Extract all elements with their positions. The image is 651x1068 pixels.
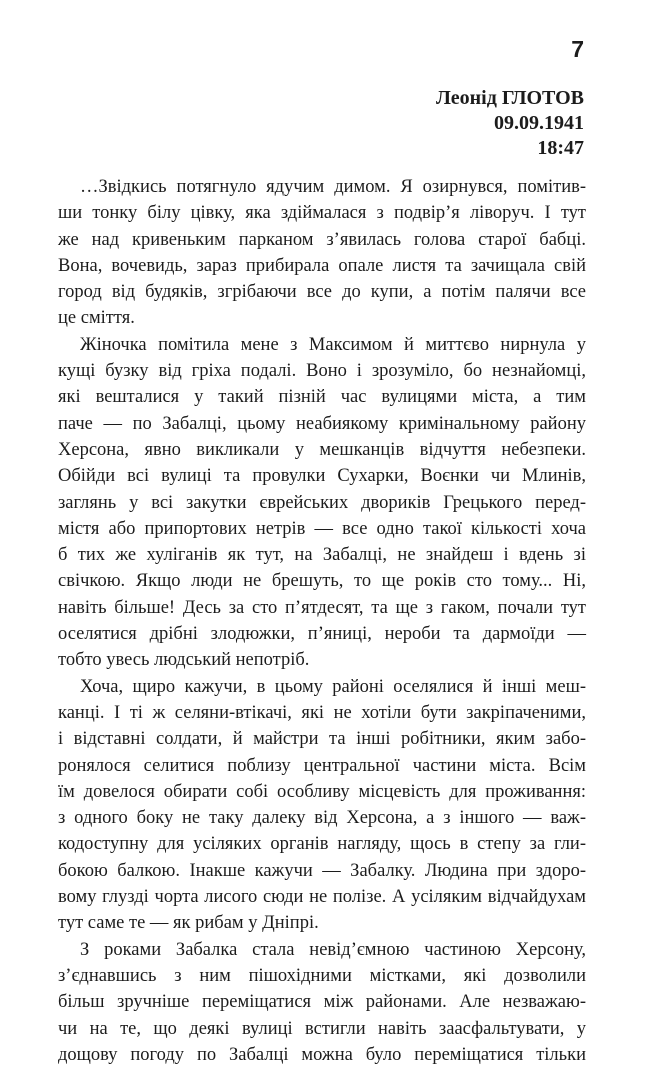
paragraph <box>58 937 586 1068</box>
text-line: б тих же хуліганів як тут, на Забалці, не знайдеш і вдень зі <box>58 545 586 566</box>
text-line: кодоступну для усіляких органів нагляду, щось в степу за гли- <box>58 834 586 855</box>
text-line: заглянь у всі закутки єврейських двориків Грецького перед- <box>58 492 586 513</box>
text-line: …Звідкись потягнуло ядучим димом. Я озирнувся, помітив- <box>80 177 586 197</box>
entry-date: 09.09.1941 <box>494 112 584 134</box>
text-line: навіть більше! Десь за сто п’ятдесят, та ще з гаком, почали тут <box>58 597 586 618</box>
text-line: бокою балкою. Інакше кажучи — Забалку. Людина при здоро- <box>58 860 586 881</box>
text-line: які вешталися у такий пізній час вулицями міста, а тим <box>58 387 586 408</box>
text-line: з’єднавшись з ним пішохідними містками, які дозволили <box>58 965 586 986</box>
text-line: город від будяків, згрібаючи все до купи, а потім палячи все <box>58 282 586 303</box>
text-line: ши тонку білу цівку, яка здіймалася з подвір’я ліворуч. І тут <box>58 203 586 224</box>
page-number: 7 <box>571 36 584 62</box>
entry-time: 18:47 <box>537 137 584 159</box>
text-line: вому глузді чорта лисого сюди не полізе. А усіляким відчайдухам <box>58 887 586 908</box>
text-line: тут саме те — як рибам у Дніпрі. <box>58 913 319 934</box>
text-line: Обійди всі вулиці та провулки Сухарки, Воєнки чи Млинів, <box>58 466 586 487</box>
paragraph <box>58 674 586 937</box>
text-line: же над кривеньким парканом з’явилась голова старої бабці. <box>58 229 586 250</box>
text-line: тобто увесь людський непотріб. <box>58 650 310 671</box>
text-line: Хоча, щиро кажучи, в цьому районі оселялися й інші меш- <box>80 676 586 697</box>
text-line: З роками Забалка стала невід’ємною частиною Херсону, <box>80 939 586 960</box>
text-line: і відставні солдати, й майстри та інші робітники, яким забо- <box>58 729 586 750</box>
text-line: їм довелося обирати собі особливу місцевість для проживання: <box>58 781 586 802</box>
body-text <box>58 174 586 1068</box>
text-line: дощову погоду по Забалці можна було переміщатися тільки <box>58 1044 586 1065</box>
text-line: це сміття. <box>58 308 135 329</box>
text-line: Жіночка помітила мене з Максимом й миттєво нирнула у <box>80 334 586 355</box>
text-line: чи на те, що деякі вулиці встигли навіть заасфальтувати, у <box>58 1018 586 1039</box>
author-name: Леонід ГЛОТОВ <box>436 87 584 109</box>
text-line: канці. І ті ж селяни-втікачі, які не хотіли бути закріпаченими, <box>58 702 586 723</box>
text-line: Вона, вочевидь, зараз прибирала опале листя та зачищала свій <box>58 255 586 276</box>
text-line: паче — по Забалці, цьому неабиякому кримінальному району <box>58 413 586 434</box>
text-line: Херсона, явно викликали у мешканців відчуття небезпеки. <box>58 439 586 460</box>
paragraph <box>58 332 586 674</box>
text-line: оселятися дрібні злодюжки, п’яниці, нероби та дармоїди — <box>58 624 586 645</box>
chapter-header <box>436 86 584 161</box>
text-line: з одного боку не таку далеку від Херсона, а з іншого — важ- <box>58 808 586 829</box>
text-line: кущі бузку від гріха подалі. Воно і зрозуміло, бо незнайомці, <box>58 361 586 382</box>
text-line: більш зручніше переміщатися між районами. Але незважаю- <box>58 992 586 1013</box>
paragraph <box>58 174 586 332</box>
text-line: ронялося селитися поблизу центральної частини міста. Всім <box>58 755 586 776</box>
text-line: містя або припортових нетрів — все одно такої кількості хоча <box>58 518 586 539</box>
text-line: свічкою. Якщо люди не брешуть, то ще років сто тому... Ні, <box>58 571 586 592</box>
